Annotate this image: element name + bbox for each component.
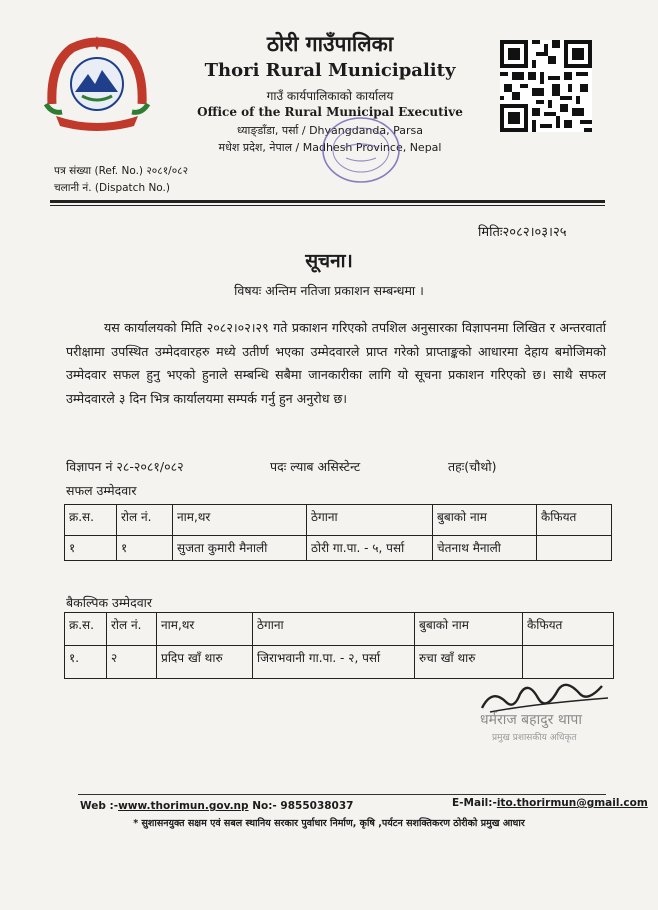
vacancy-post: पदः ल्याब असिस्टेन्ट bbox=[270, 459, 361, 474]
header-address: ठेगाना bbox=[307, 505, 433, 536]
cell-roll: २ bbox=[107, 646, 157, 679]
vacancy-number: विज्ञापन नं २८-२०८१/०८२ bbox=[66, 459, 184, 474]
vacancy-level: तहः(चौथो) bbox=[448, 459, 497, 474]
notice-date: मितिः२०८२।०३।२५ bbox=[478, 225, 567, 240]
office-stamp-icon bbox=[318, 112, 404, 188]
header-name: नाम,थर bbox=[173, 505, 307, 536]
qr-code-icon bbox=[500, 40, 592, 132]
notice-body: यस कार्यालयको मिति २०८२।०२।२९ गते प्रकाशन गरिएको तपशिल अनुसारका विज्ञापनमा लिखित र अन्तरवार्ता परीक्षामा उपस्थित उम्मेदवारहरु मध्ये उतीर्ण भएका उम्मेदवारले प्राप्त गरेको प्राप्ताङ्कको आधारमा देहाय बमोजिमको उम्मेदवार सफल हुनु भएको हुनाले सम्बन्धि सबैमा जानकारीका लागि यो सूचना प्रकाशन गरिएको छ। साथै सफल उम्मेदवारले ३ दिन भित्र कार्यालयमा सम्पर्क गर्नु हुन अनुरोध छ। bbox=[66, 320, 606, 406]
header-roll: रोल नं. bbox=[117, 505, 173, 536]
footer-web bbox=[80, 800, 353, 812]
header-divider-thick bbox=[50, 200, 605, 203]
address-line-2: मधेश प्रदेश, नेपाल / Madhesh Province, Nepal bbox=[218, 141, 442, 154]
cell-name: सुजता कुमारी मैनाली bbox=[173, 536, 307, 561]
header-roll: रोल नं. bbox=[107, 613, 157, 646]
office-name-english: Office of the Rural Municipal Executive bbox=[197, 105, 463, 119]
cell-name: प्रदिप खाँ थारु bbox=[157, 646, 253, 679]
web-label: Web :- bbox=[80, 800, 119, 812]
header-remarks: कैफियत bbox=[523, 613, 614, 646]
footer-email bbox=[452, 797, 648, 809]
table-header-row bbox=[65, 613, 614, 646]
municipality-name-english: Thori Rural Municipality bbox=[204, 60, 456, 81]
address-line-1: ध्याङ्डाँडा, पर्सा / Dhyangdanda, Parsa bbox=[237, 124, 423, 137]
footer-divider bbox=[78, 794, 606, 795]
signatory-name: धर्मराज बहादुर थापा bbox=[480, 712, 582, 728]
cell-serial: १. bbox=[65, 646, 107, 679]
table-row bbox=[65, 536, 612, 561]
phone-number: No:- 9855038037 bbox=[248, 800, 354, 812]
municipality-name-nepali: ठोरी गाउँपालिका bbox=[266, 32, 394, 56]
web-url-link[interactable]: www.thorimun.gov.np bbox=[118, 800, 249, 812]
email-label: E-Mail:- bbox=[452, 797, 497, 809]
cell-father-name: चेतनाथ मैनाली bbox=[433, 536, 537, 561]
footer-tagline: * सुशासनयुक्त सक्षम एवं सबल स्थानिय सरकार पुर्वाधार निर्माण, कृषि ,पर्यटन सशक्तिकरण ठोरीको प्रमुख आधार bbox=[133, 818, 525, 829]
header-name: नाम,थर bbox=[157, 613, 253, 646]
header-serial: क्र.स. bbox=[65, 505, 117, 536]
reference-number: पत्र संख्या (Ref. No.) २०८१/०८२ bbox=[54, 165, 189, 177]
cell-address: ठोरी गा.पा. - ५, पर्सा bbox=[307, 536, 433, 561]
successful-candidates-title: सफल उम्मेदवार bbox=[66, 483, 137, 498]
cell-roll: १ bbox=[117, 536, 173, 561]
header-address: ठेगाना bbox=[253, 613, 415, 646]
table-header-row bbox=[65, 505, 612, 536]
header-serial: क्र.स. bbox=[65, 613, 107, 646]
header-father-name: बुबाको नाम bbox=[415, 613, 523, 646]
signature-block bbox=[462, 668, 622, 748]
signatory-designation: प्रमुख प्रशासकीय अधिकृत bbox=[492, 733, 577, 743]
notice-title: सूचना। bbox=[305, 250, 353, 272]
email-link[interactable]: ito.thorirmun@gmail.com bbox=[496, 797, 648, 809]
office-name-nepali: गाउँ कार्यपालिकाको कार्यालय bbox=[266, 89, 394, 103]
dispatch-number: चलानी नं. (Dispatch No.) bbox=[54, 182, 170, 194]
cell-serial: १ bbox=[65, 536, 117, 561]
alternate-candidates-title: बैकल्पिक उम्मेदवार bbox=[66, 595, 153, 610]
cell-address: जिराभवानी गा.पा. - २, पर्सा bbox=[253, 646, 415, 679]
notice-subject: विषयः अन्तिम नतिजा प्रकाशन सम्बन्धमा । bbox=[234, 283, 424, 298]
cell-father-name: रुचा खाँ थारु bbox=[415, 646, 523, 679]
header-remarks: कैफियत bbox=[537, 505, 612, 536]
header-divider-thin bbox=[50, 205, 605, 206]
cell-remarks bbox=[537, 536, 612, 561]
header-father-name: बुबाको नाम bbox=[433, 505, 537, 536]
nepal-emblem-icon bbox=[42, 34, 152, 134]
successful-candidates-table bbox=[64, 504, 612, 561]
